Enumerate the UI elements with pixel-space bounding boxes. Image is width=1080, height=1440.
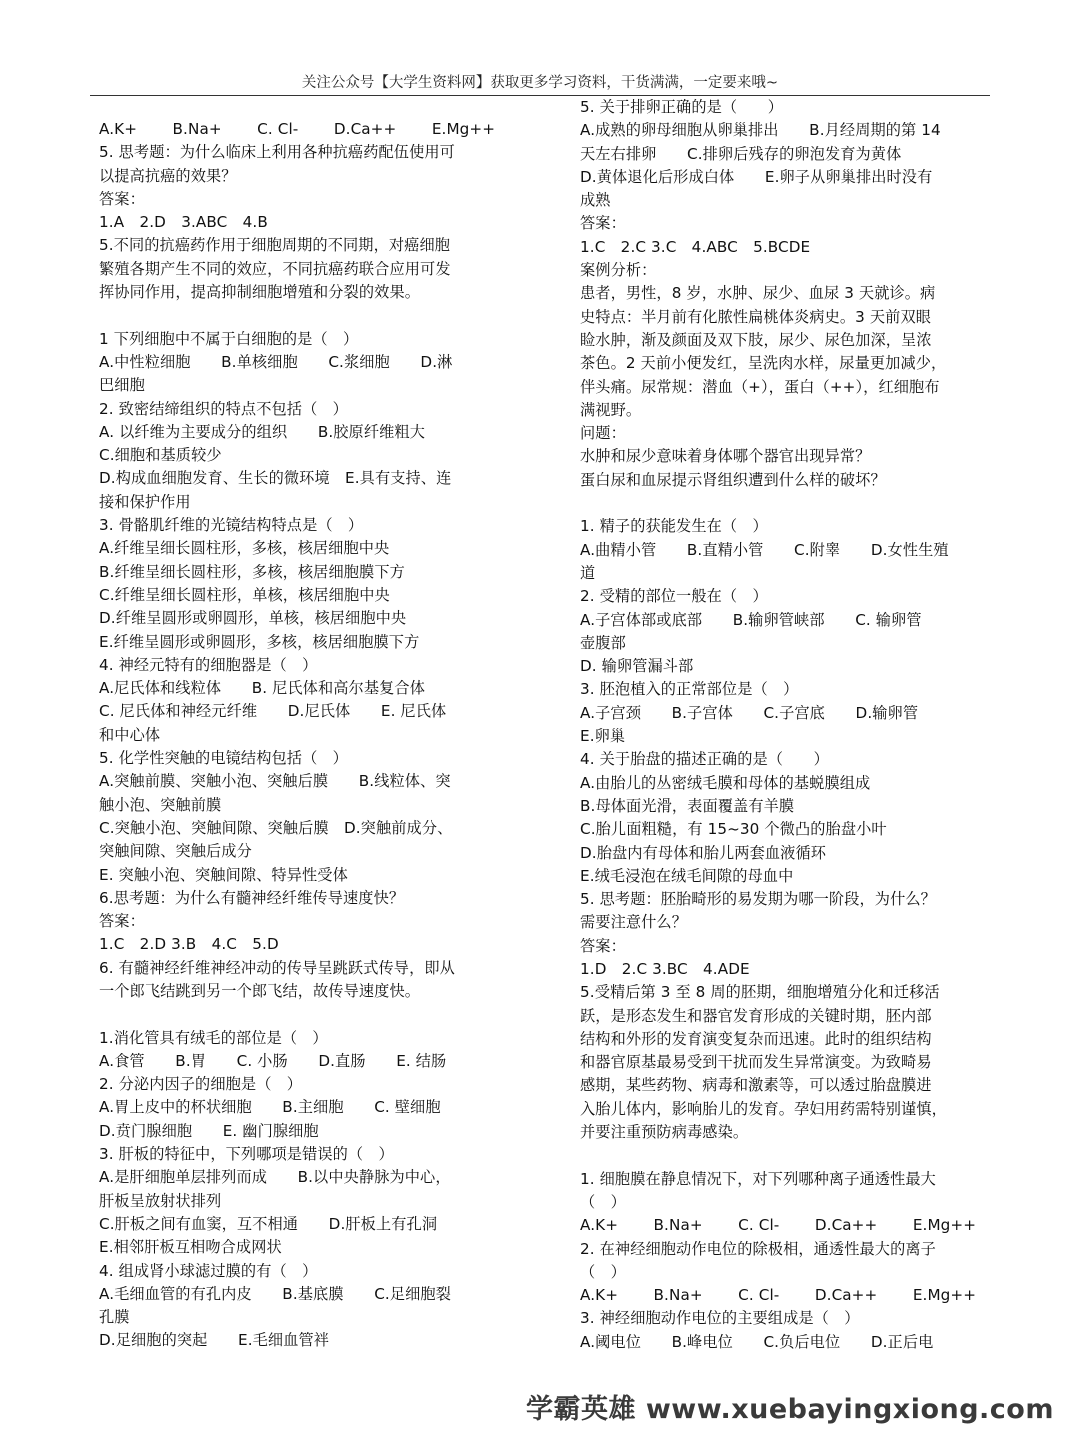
text-line: 1.C 2.D 3.B 4.C 5.D [99, 935, 279, 954]
text-line: 茶色。2 天前小便发红，呈洗肉水样，尿量更加减少， [580, 354, 947, 373]
text-line: 答案： [580, 936, 626, 955]
text-line: A.是肝细胞单层排列而成 B.以中央静脉为中心， [99, 1168, 451, 1187]
text-line: 6.思考题：为什么有髓神经纤维传导速度快？ [99, 888, 405, 907]
text-line: D. 输卵管漏斗部 [580, 657, 694, 676]
text-line: A.子宫体部或底部 B.输卵管峡部 C. 输卵管 [580, 610, 922, 629]
text-line: （ ） [580, 1262, 626, 1281]
text-line: C.纤维呈细长圆柱形，单核，核居细胞中央 [99, 585, 390, 604]
text-line: 1.D 2.C 3.BC 4.ADE [580, 959, 750, 978]
text-line: 结构和外形的发育演变复杂而迅速。此时的组织结构 [580, 1029, 932, 1048]
text-line: 肝板呈放射状排列 [99, 1191, 222, 1210]
text-line: 案例分析： [580, 261, 657, 280]
text-line: E.绒毛浸泡在绒毛间隙的母血中 [580, 866, 794, 885]
text-line: 史特点：半月前有化脓性扁桃体炎病史。3 天前双眼 [580, 307, 932, 326]
text-line: 巴细胞 [99, 376, 145, 395]
text-line [99, 1003, 511, 1026]
text-line: 3. 骨骼肌纤维的光镜结构特点是（ ） [99, 516, 364, 535]
text-line: 4. 组成肾小球滤过膜的有（ ） [99, 1261, 318, 1280]
text-line: 1. 细胞膜在静息情况下，对下列哪种离子通透性最大 [580, 1169, 936, 1188]
text-line: 5. 思考题：胚胎畸形的易发期为哪一阶段，为什么？ [580, 890, 936, 909]
text-line: 1.C 2.C 3.C 4.ABC 5.BCDE [580, 237, 811, 256]
text-line [580, 1144, 992, 1167]
text-line: 答案： [99, 189, 145, 208]
text-line: E.相邻肝板互相吻合成网状 [99, 1238, 282, 1257]
text-line: D.贲门腺细胞 E. 幽门腺细胞 [99, 1121, 319, 1140]
text-line: 1.A 2.D 3.ABC 4.B [99, 213, 268, 232]
page-header: 关注公众号【大学生资料网】获取更多学习资料，干货满满，一定要来哦~ [301, 75, 779, 91]
text-line: 并要注重预防病毒感染。 [580, 1123, 749, 1142]
text-line: 2. 致密结缔组织的特点不包括（ ） [99, 399, 348, 418]
left-text-column [99, 118, 511, 1353]
text-line: 接和保护作用 [99, 492, 191, 511]
text-line: 壶腹部 [580, 633, 626, 652]
text-line: 4. 关于胎盘的描述正确的是（ ） [580, 750, 829, 769]
text-line: （ ） [580, 1192, 626, 1211]
text-line: A.尼氏体和线粒体 B. 尼氏体和高尔基复合体 [99, 679, 425, 698]
text-line: 3. 肝板的特征中，下列哪项是错误的（ ） [99, 1145, 394, 1164]
text-line: E.纤维呈圆形或卵圆形，多核，核居细胞膜下方 [99, 632, 420, 651]
text-line: 问题： [580, 424, 626, 443]
text-line: A. 以纤维为主要成分的组织 B.胶原纤维粗大 [99, 422, 425, 441]
text-line: A.曲精小管 B.直精小管 C.附睾 D.女性生殖 [580, 540, 949, 559]
text-line: A.纤维呈细长圆柱形，多核，核居细胞中央 [99, 539, 390, 558]
text-line: 和器官原基最易受到干扰而发生异常演变。为致畸易 [580, 1053, 932, 1072]
text-line: 需要注意什么？ [580, 913, 688, 932]
text-line: E.卵巢 [580, 727, 626, 746]
text-line: A.食管 B.胃 C. 小肠 D.直肠 E. 结肠 [99, 1051, 447, 1070]
text-line: A.K+ B.Na+ C. Cl- D.Ca++ E.Mg++ [99, 120, 496, 138]
text-line: C.胎儿面粗糙，有 15~30 个微凸的胎盘小叶 [580, 820, 887, 839]
watermark-footer: 学霸英雄 www.xuebayingxiong.com [525, 1394, 1054, 1425]
text-line: 1 下列细胞中不属于白细胞的是（ ） [99, 329, 359, 348]
text-line: A.毛细血管的有孔内皮 B.基底膜 C.足细胞裂 [99, 1284, 451, 1303]
text-line: E. 突触小泡、突触间隙、特异性受体 [99, 865, 348, 884]
text-line: D.纤维呈圆形或卵圆形，单核，核居细胞中央 [99, 609, 407, 628]
text-line: 感期，某些药物、病毒和激素等，可以透过胎盘膜进 [580, 1076, 932, 1095]
text-line: A.由胎儿的丛密绒毛膜和母体的基蜕膜组成 [580, 773, 871, 792]
text-line: 挥协同作用，提高抑制细胞增殖和分裂的效果。 [99, 283, 421, 302]
text-line: 伴头痛。尿常规：潜血（+），蛋白（++），红细胞布 [580, 377, 940, 396]
text-line: D.胎盘内有母体和胎儿两套血液循环 [580, 843, 827, 862]
text-line: 答案： [580, 214, 626, 233]
text-line: B.母体面光滑，表面覆盖有羊膜 [580, 796, 795, 815]
text-line: 4. 神经元特有的细胞器是（ ） [99, 655, 318, 674]
text-line: A.K+ B.Na+ C. Cl- D.Ca++ E.Mg++ [580, 1216, 977, 1235]
text-line: 繁殖各期产生不同的效应，不同抗癌药联合应用可发 [99, 259, 451, 278]
text-line: 5.受精后第 3 至 8 周的胚期，细胞增殖分化和迁移活 [580, 983, 940, 1002]
text-line: A.子宫颈 B.子宫体 C.子宫底 D.输卵管 [580, 703, 919, 722]
text-line: A.中性粒细胞 B.单核细胞 C.浆细胞 D.淋 [99, 352, 453, 371]
text-line: D.构成血细胞发育、生长的微环境 E.具有支持、连 [99, 469, 452, 488]
text-line: C.细胞和基质较少 [99, 446, 222, 465]
text-line: 5. 关于排卵正确的是（ ） [580, 98, 784, 116]
text-line: 水肿和尿少意味着身体哪个器官出现异常？ [580, 447, 871, 466]
text-line: 2. 在神经细胞动作电位的除极相，通透性最大的离子 [580, 1239, 936, 1258]
text-line: 患者，男性，8 岁，水肿、尿少、血尿 3 天就诊。病 [580, 284, 936, 303]
text-line: 天左右排卵 C.排卵后残存的卵泡发育为黄体 [580, 144, 902, 163]
text-line: 答案： [99, 912, 145, 931]
text-line: 突触间隙、突触后成分 [99, 842, 252, 861]
text-line: 入胎儿体内，影响胎儿的发育。孕妇用药需特别谨慎， [580, 1099, 947, 1118]
text-line: 5. 化学性突触的电镜结构包括（ ） [99, 749, 348, 768]
text-line: 2. 受精的部位一般在（ ） [580, 587, 768, 606]
text-line: D.黄体退化后形成白体 E.卵子从卵巢排出时没有 [580, 167, 933, 186]
text-line: 道 [580, 563, 596, 582]
text-line: 5. 思考题：为什么临床上利用各种抗癌药配伍使用可 [99, 143, 455, 162]
text-line: 6. 有髓神经纤维神经冲动的传导呈跳跃式传导，即从 [99, 958, 455, 977]
text-line: 3. 神经细胞动作电位的主要组成是（ ） [580, 1309, 860, 1328]
text-line: A.胃上皮中的杯状细胞 B.主细胞 C. 壁细胞 [99, 1098, 441, 1117]
text-line: A.成熟的卵母细胞从卵巢排出 B.月经周期的第 14 [580, 121, 941, 140]
text-line: 2. 分泌内因子的细胞是（ ） [99, 1075, 303, 1094]
text-line: 和中心体 [99, 725, 161, 744]
text-line: 触小泡、突触前膜 [99, 795, 222, 814]
text-line: C.突触小泡、突触间隙、突触后膜 D.突触前成分、 [99, 818, 453, 837]
text-line: 以提高抗癌的效果？ [99, 166, 237, 185]
text-line: 一个郎飞结跳到另一个郎飞结，故传导速度快。 [99, 981, 421, 1000]
right-text-column [580, 96, 992, 1354]
text-line: D.足细胞的突起 E.毛细血管袢 [99, 1331, 330, 1350]
text-line: 1.消化管具有绒毛的部位是（ ） [99, 1028, 328, 1047]
text-line: 成熟 [580, 191, 611, 210]
text-line: 睑水肿，渐及颜面及双下肢，尿少、尿色加深，呈浓 [580, 330, 932, 349]
text-line: A.突触前膜、突触小泡、突触后膜 B.线粒体、突 [99, 772, 451, 791]
text-line: C.肝板之间有血窦，互不相通 D.肝板上有孔洞 [99, 1214, 438, 1233]
text-line: C. 尼氏体和神经元纤维 D.尼氏体 E. 尼氏体 [99, 702, 447, 721]
text-line: 1. 精子的获能发生在（ ） [580, 517, 768, 536]
text-line: 孔膜 [99, 1308, 130, 1327]
text-line: 5.不同的抗癌药作用于细胞周期的不同期，对癌细胞 [99, 236, 451, 255]
text-line: 满视野。 [580, 400, 642, 419]
text-line [580, 492, 992, 515]
text-line: 跃，是形态发生和器官发育形成的关键时期，胚内部 [580, 1006, 932, 1025]
text-line: B.纤维呈细长圆柱形，多核，核居细胞膜下方 [99, 562, 405, 581]
text-line: A.K+ B.Na+ C. Cl- D.Ca++ E.Mg++ [580, 1286, 977, 1305]
text-line: 3. 胚泡植入的正常部位是（ ） [580, 680, 799, 699]
text-line: 蛋白尿和血尿提示肾组织遭到什么样的破坏？ [580, 470, 886, 489]
text-line [99, 304, 511, 327]
text-line: A.阈电位 B.峰电位 C.负后电位 D.正后电 [580, 1332, 934, 1351]
